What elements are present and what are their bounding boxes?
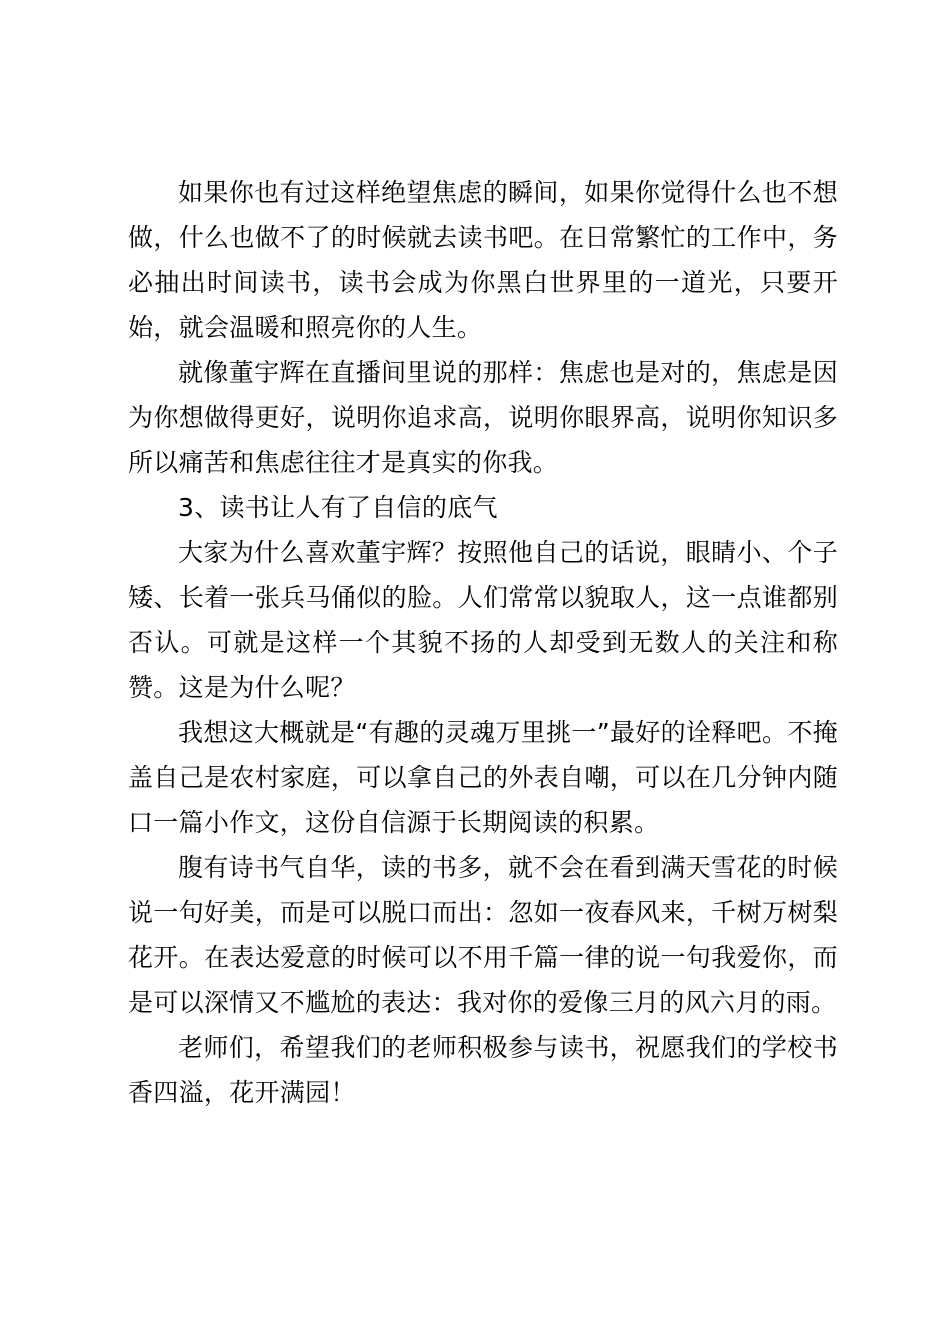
paragraph-3: 大家为什么喜欢董宇辉？按照他自己的话说，眼睛小、个子矮、长着一张兵马俑似的脸。人们常常以貌取人，这一点谁都别否认。可就是这样一个其貌不扬的人却受到无数人的关注和称赞。这是为什么呢？	[128, 538, 838, 702]
paragraph-4: 我想这大概就是“有趣的灵魂万里挑一”最好的诠释吧。不掩盖自己是农村家庭，可以拿自己的外表自嘲，可以在几分钟内随口一篇小作文，这份自信源于长期阅读的积累。	[128, 718, 838, 837]
section-heading: 3、读书让人有了自信的底气	[178, 493, 498, 522]
paragraph-2: 就像董宇辉在直播间里说的那样：焦虑也是对的，焦虑是因为你想做得更好，说明你追求高，说明你眼界高，说明你知识多所以痛苦和焦虑往往才是真实的你我。	[128, 358, 838, 477]
paragraph-1: 如果你也有过这样绝望焦虑的瞬间，如果你觉得什么也不想做，什么也做不了的时候就去读书吧。在日常繁忙的工作中，务必抽出时间读书，读书会成为你黑白世界里的一道光，只要开始，就会温暖和照亮你的人生。	[128, 178, 838, 342]
paragraph-5: 腹有诗书气自华，读的书多，就不会在看到满天雪花的时候说一句好美，而是可以脱口而出：忽如一夜春风来，千树万树梨花开。在表达爱意的时候可以不用千篇一律的说一句我爱你，而是可以深情又不尴尬的表达：我对你的爱像三月的风六月的雨。	[128, 853, 838, 1017]
paragraph-6: 老师们，希望我们的老师积极参与读书，祝愿我们的学校书香四溢，花开满园！	[128, 1033, 838, 1107]
document-body	[128, 170, 838, 1115]
